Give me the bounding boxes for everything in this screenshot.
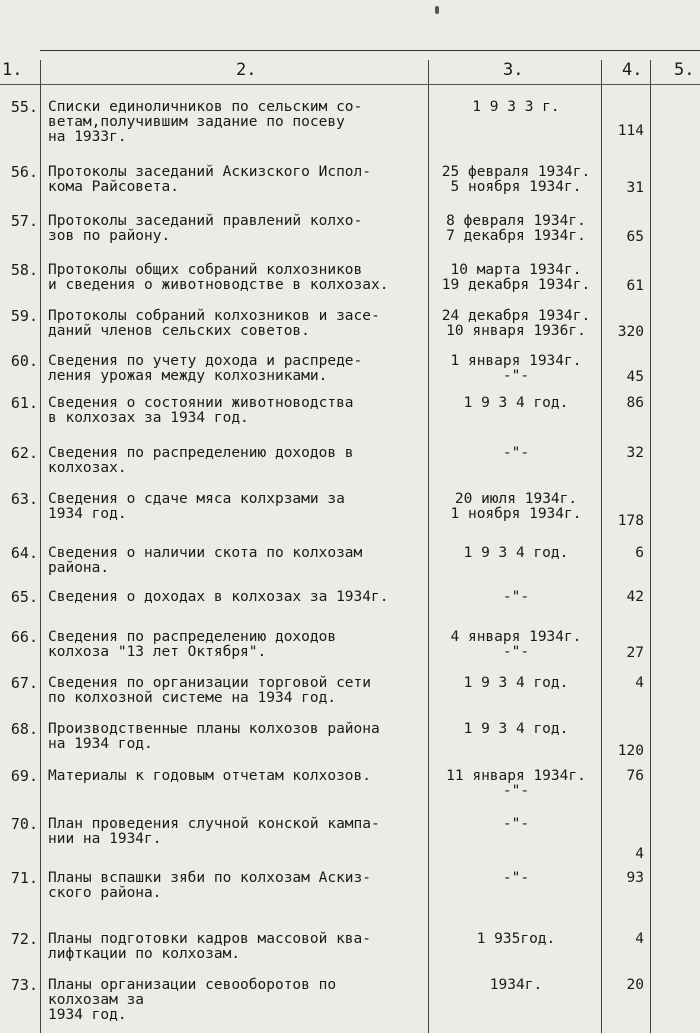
item-title: Протоколы заседаний правлений колхо- зов по району.	[48, 213, 363, 244]
item-dates: -"-	[502, 816, 530, 832]
item-title: Сведения о сдаче мяса колхрзами за 1934 год.	[48, 491, 345, 522]
column-divider-4	[650, 60, 651, 1033]
item-title: Сведения о наличии скота по колхозам района.	[48, 545, 363, 576]
item-sheet-count: 61	[626, 278, 644, 294]
item-dates: 1 935год.	[476, 931, 556, 947]
item-dates: -"-	[502, 445, 530, 461]
item-dates: 1 января 1934г. -"-	[450, 353, 582, 384]
item-number: 67.	[10, 674, 38, 692]
item-number: 55.	[10, 98, 38, 116]
item-sheet-count: 20	[626, 977, 644, 993]
item-number: 59.	[10, 307, 38, 325]
item-number: 61.	[10, 394, 38, 412]
item-title: Сведения о состоянии животноводства в колхозах за 1934 год.	[48, 395, 354, 426]
item-dates: 1934г.	[489, 977, 543, 993]
item-sheet-count: 65	[626, 229, 644, 245]
item-number: 65.	[10, 588, 38, 606]
item-number: 62.	[10, 444, 38, 462]
item-number: 66.	[10, 628, 38, 646]
item-dates: 1 9 3 3 г.	[472, 99, 560, 115]
item-number: 56.	[10, 163, 38, 181]
item-title: Сведения по организации торговой сети по колхозной системе на 1934 год.	[48, 675, 372, 706]
item-number: 58.	[10, 261, 38, 279]
item-sheet-count: 45	[626, 369, 644, 385]
item-title: Планы подготовки кадров массовой ква- лифткации по колхозам.	[48, 931, 372, 962]
item-number: 64.	[10, 544, 38, 562]
item-sheet-count: 27	[626, 645, 644, 661]
item-dates: 25 февраля 1934г. 5 ноября 1934г.	[441, 164, 591, 195]
column-divider-1	[40, 60, 41, 1033]
item-sheet-count: 4	[635, 846, 644, 862]
item-dates: 1 9 3 4 год.	[463, 395, 569, 411]
item-dates: 1 9 3 4 год.	[463, 545, 569, 561]
item-title: Производственные планы колхозов района на 1934 год.	[48, 721, 380, 752]
column-header-3: 3.	[503, 60, 524, 80]
item-sheet-count: 32	[626, 445, 644, 461]
item-sheet-count: 6	[635, 545, 644, 561]
item-title: Планы организации севооборотов по колхозам за 1934 год.	[48, 977, 337, 1023]
item-dates: 1 9 3 4 год.	[463, 721, 569, 737]
item-sheet-count: 320	[617, 324, 644, 340]
item-sheet-count: 42	[626, 589, 644, 605]
item-number: 71.	[10, 869, 38, 887]
item-number: 68.	[10, 720, 38, 738]
item-sheet-count: 114	[617, 123, 644, 139]
column-header-2: 2.	[236, 60, 257, 80]
item-dates: -"-	[502, 870, 530, 886]
ink-mark	[435, 6, 439, 14]
item-title: Сведения по распределению доходов в колхозах.	[48, 445, 354, 476]
item-sheet-count: 4	[635, 675, 644, 691]
item-dates: 24 декабря 1934г. 10 января 1936г.	[441, 308, 591, 339]
item-sheet-count: 76	[626, 768, 644, 784]
item-sheet-count: 31	[626, 180, 644, 196]
item-number: 60.	[10, 352, 38, 370]
column-header-5: 5.	[674, 60, 695, 80]
column-header-4: 4.	[622, 60, 643, 80]
item-number: 73.	[10, 976, 38, 994]
item-dates: 4 января 1934г. -"-	[450, 629, 582, 660]
item-sheet-count: 178	[617, 513, 644, 529]
item-number: 69.	[10, 767, 38, 785]
item-number: 72.	[10, 930, 38, 948]
column-header-1: 1.	[2, 60, 23, 80]
top-rule	[40, 50, 700, 51]
item-number: 63.	[10, 490, 38, 508]
item-dates: 10 марта 1934г. 19 декабря 1934г.	[441, 262, 591, 293]
item-sheet-count: 4	[635, 931, 644, 947]
item-title: Протоколы общих собраний колхозников и сведения о животноводстве в колхозах.	[48, 262, 389, 293]
header-rule	[0, 84, 700, 85]
item-dates: 20 июля 1934г. 1 ноября 1934г.	[450, 491, 582, 522]
item-dates: 8 февраля 1934г. 7 декабря 1934г.	[446, 213, 586, 244]
item-number: 70.	[10, 815, 38, 833]
item-title: Сведения о доходах в колхозах за 1934г.	[48, 589, 389, 605]
item-title: План проведения случной конской кампа- нии на 1934г.	[48, 816, 380, 847]
item-title: Материалы к годовым отчетам колхозов.	[48, 768, 372, 784]
item-dates: 1 9 3 4 год.	[463, 675, 569, 691]
item-title: Протоколы заседаний Аскизского Испол- кома Райсовета.	[48, 164, 372, 195]
item-title: Списки единоличников по сельским со- ветам,получившим задание по посеву на 1933г.	[48, 99, 363, 145]
item-number: 57.	[10, 212, 38, 230]
item-dates: -"-	[502, 589, 530, 605]
item-sheet-count: 120	[617, 743, 644, 759]
item-sheet-count: 86	[626, 395, 644, 411]
item-title: Протоколы собраний колхозников и засе- даний членов сельских советов.	[48, 308, 380, 339]
item-sheet-count: 93	[626, 870, 644, 886]
item-dates: 11 января 1934г. -"-	[446, 768, 586, 799]
item-title: Сведения по учету дохода и распреде- ления урожая между колхозниками.	[48, 353, 363, 384]
item-title: Сведения по распределению доходов колхоза "13 лет Октября".	[48, 629, 337, 660]
item-title: Планы вспашки зяби по колхозам Аскиз- ского района.	[48, 870, 372, 901]
